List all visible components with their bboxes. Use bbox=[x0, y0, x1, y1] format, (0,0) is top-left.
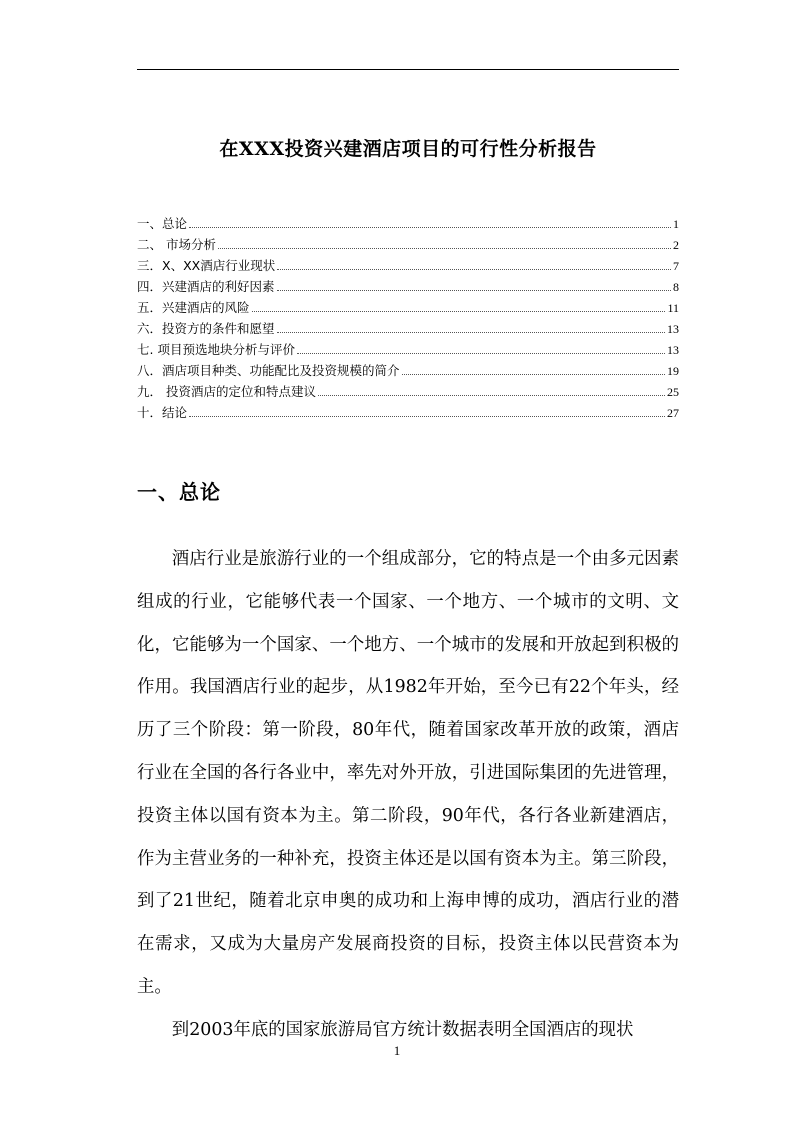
toc-leader-dots bbox=[277, 289, 671, 291]
toc-leader-dots bbox=[252, 310, 666, 312]
toc-entry-label: 一、总论 bbox=[137, 216, 188, 231]
body-paragraph: 酒店行业是旅游行业的一个组成部分，它的特点是一个由多元因素组成的行业，它能够代表一个国家、一个地方、一个城市的文明、文化，它能够为一个国家、一个地方、一个城市的发展和开放起到积极的作用。我国酒店行业的起步，从1982年开始，至今已有22个年头，经历了三个阶段：第一阶段，80年代，随着国家改革开放的政策，酒店行业在全国的各行各业中，率先对外开放，引进国际集团的先进管理，投资主体以国有资本为主。第二阶段，90年代，各行各业新建酒店，作为主营业务的一种补充，投资主体还是以国有资本为主。第三阶段，到了21世纪，随着北京申奥的成功和上海申博的成功，酒店行业的潜在需求，又成为大量房产发展商投资的目标，投资主体以民营资本为主。 bbox=[137, 549, 679, 997]
toc-entry[interactable] bbox=[137, 316, 679, 337]
toc-leader-dots bbox=[402, 373, 665, 375]
toc-entry[interactable] bbox=[137, 400, 679, 421]
toc-entry[interactable] bbox=[137, 295, 679, 316]
toc-entry-label: 十．结论 bbox=[137, 405, 188, 420]
toc-entry-page: 27 bbox=[667, 406, 679, 420]
toc-entry[interactable] bbox=[137, 211, 679, 232]
toc-entry-page: 7 bbox=[673, 259, 679, 273]
toc-entry[interactable] bbox=[137, 379, 679, 400]
document-title: 在XXX投资兴建酒店项目的可行性分析报告 bbox=[219, 138, 597, 160]
toc-entry[interactable] bbox=[137, 358, 679, 379]
toc-entry-label: 八．酒店项目种类、功能配比及投资规模的简介 bbox=[137, 363, 400, 378]
toc-entry-page: 2 bbox=[673, 238, 679, 252]
toc-leader-dots bbox=[189, 415, 665, 417]
toc-entry-label: 三．X、XX酒店行业现状 bbox=[137, 258, 276, 273]
toc-entry[interactable] bbox=[137, 232, 679, 253]
toc-entry-label: 二、 市场分析 bbox=[137, 237, 216, 252]
section-heading: 一、总论 bbox=[137, 480, 221, 504]
toc-entry-label: 五．兴建酒店的风险 bbox=[137, 300, 250, 315]
header-rule bbox=[137, 69, 679, 70]
body-text bbox=[137, 538, 679, 1052]
toc-entry[interactable] bbox=[137, 274, 679, 295]
toc-entry-label: 六．投资方的条件和愿望 bbox=[137, 321, 275, 336]
page-number: 1 bbox=[393, 1043, 401, 1058]
toc-leader-dots bbox=[277, 268, 671, 270]
toc-entry-page: 8 bbox=[673, 280, 679, 294]
toc-leader-dots bbox=[189, 226, 671, 228]
toc-entry-page: 25 bbox=[667, 385, 679, 399]
toc-entry-page: 13 bbox=[667, 322, 679, 336]
toc-entry-page: 13 bbox=[667, 343, 679, 357]
toc-entry-page: 11 bbox=[667, 301, 679, 315]
toc-entry[interactable] bbox=[137, 337, 679, 358]
table-of-contents bbox=[137, 211, 679, 421]
toc-leader-dots bbox=[318, 394, 665, 396]
body-paragraph: 到2003年底的国家旅游局官方统计数据表明全国酒店的现状 bbox=[171, 1019, 634, 1040]
toc-entry-page: 19 bbox=[667, 364, 679, 378]
toc-entry-label: 四．兴建酒店的利好因素 bbox=[137, 279, 275, 294]
toc-leader-dots bbox=[297, 352, 665, 354]
toc-entry-label: 七. 项目预选地块分析与评价 bbox=[137, 342, 295, 357]
toc-entry[interactable] bbox=[137, 253, 679, 274]
toc-leader-dots bbox=[218, 247, 671, 249]
toc-entry-label: 九． 投资酒店的定位和特点建议 bbox=[137, 384, 316, 399]
toc-leader-dots bbox=[277, 331, 665, 333]
toc-entry-page: 1 bbox=[673, 217, 679, 231]
